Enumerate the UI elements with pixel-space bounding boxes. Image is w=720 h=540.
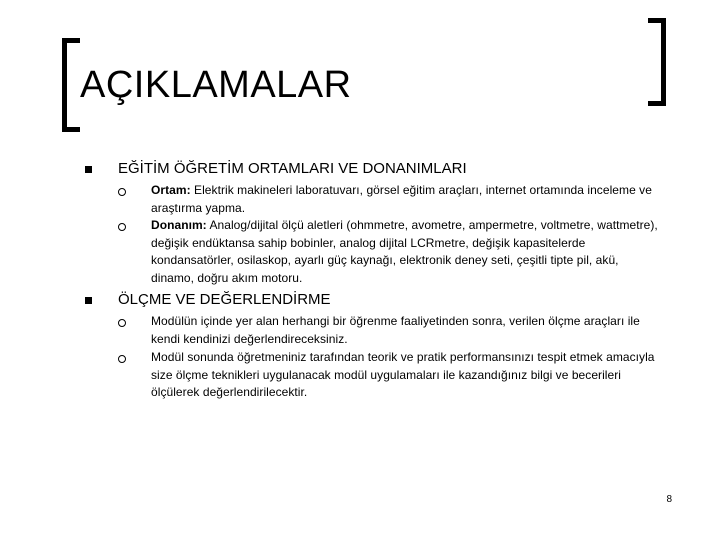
list-item-text: [151, 313, 663, 348]
ring-bullet-icon: [118, 355, 126, 363]
title-bracket-right: [648, 18, 666, 106]
item-label: Donanım:: [151, 218, 207, 232]
square-bullet-icon: [85, 166, 92, 173]
ring-bullet-icon: [118, 319, 126, 327]
list-item-text: [151, 182, 663, 217]
item-body: Analog/dijital ölçü aletleri (ohmmetre, avometre, ampermetre, voltmetre, wattmetre), değişik endüktansa sahip bobinler, analog dijital LCRmetre, değişik kapasitelerde kondansatörler, osilaskop, ayarlı güç kaynağı, elektronik deney seti, çeşitli tipte pil, akü, dinamo, doğru akım motoru.: [151, 218, 658, 285]
list-item-text: [151, 217, 663, 287]
title-bracket-left: [62, 38, 80, 132]
ring-bullet-icon: [118, 223, 126, 231]
page-number: 8: [666, 494, 672, 505]
square-bullet-icon: [85, 297, 92, 304]
item-body: Modülün içinde yer alan herhangi bir öğrenme faaliyetinden sonra, verilen ölçme araçları ile kendi kendinizi değerlendireceksiniz.: [151, 314, 640, 346]
ring-bullet-icon: [118, 188, 126, 196]
item-label: Ortam:: [151, 183, 191, 197]
list-item-text: [151, 349, 663, 402]
slide-title: AÇIKLAMALAR: [80, 64, 352, 106]
item-body: Modül sonunda öğretmeniniz tarafından teorik ve pratik performansınızı tespit etmek amacıyla size ölçme teknikleri uygulanacak modül uygulamaları ile kazandığınız bilgi ve becerileri ölçülerek değerlendirilecektir.: [151, 350, 655, 400]
item-body: Elektrik makineleri laboratuvarı, görsel eğitim araçları, internet ortamında inceleme ve araştırma yapma.: [151, 183, 652, 215]
section-heading: ÖLÇME VE DEĞERLENDİRME: [118, 291, 331, 308]
section-heading: EĞİTİM ÖĞRETİM ORTAMLARI VE DONANIMLARI: [118, 160, 467, 177]
